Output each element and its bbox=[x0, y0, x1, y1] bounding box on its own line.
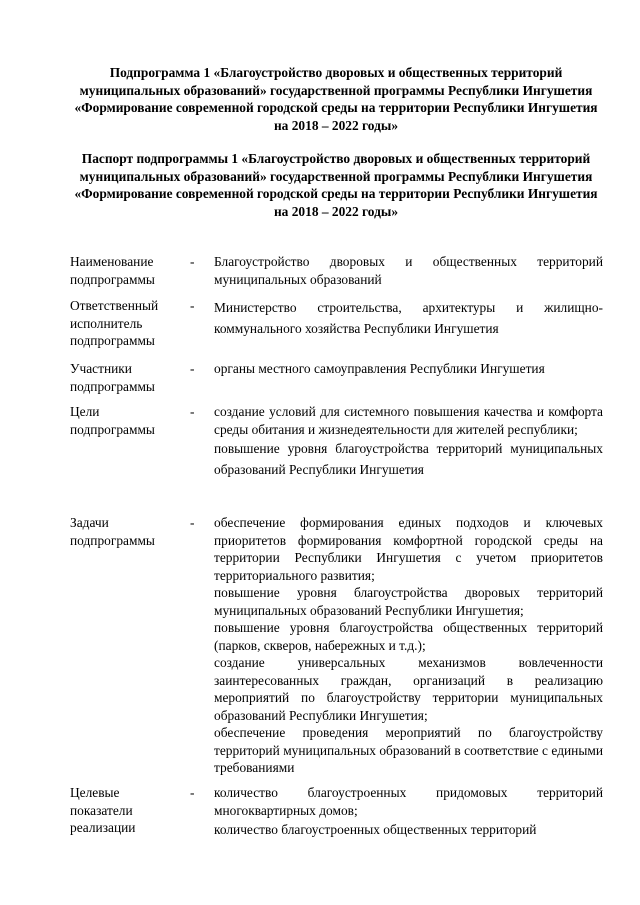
row-label: Задачи подпрограммы bbox=[70, 515, 155, 548]
row-label: Наименование подпрограммы bbox=[70, 254, 155, 287]
row-paragraph: повышение уровня благоустройства дворовых территорий муниципальных образований Республики Ингушетия; bbox=[214, 585, 603, 618]
row-paragraph: количество благоустроенных общественных территорий bbox=[214, 822, 537, 837]
row-label: Цели подпрограммы bbox=[70, 404, 155, 437]
row-paragraph: Благоустройство дворовых и общественных территорий муниципальных образований bbox=[214, 254, 603, 287]
row-paragraph: обеспечение проведения мероприятий по благоустройству территорий муниципальных образований в соответствие с едиными требованиями bbox=[214, 725, 603, 775]
row-content bbox=[214, 514, 603, 777]
row-paragraph: повышение уровня благоустройства общественных территорий (парков, скверов, набережных и т.д.); bbox=[214, 620, 603, 653]
row-paragraph: органы местного самоуправления Республики Ингушетия bbox=[214, 361, 545, 376]
row-dash: - bbox=[190, 361, 195, 376]
row-dash: - bbox=[190, 404, 195, 419]
row-dash: - bbox=[190, 515, 195, 530]
row-paragraph: Министерство строительства, архитектуры и жилищно-коммунального хозяйства Республики Ингушетия bbox=[214, 300, 603, 336]
row-content bbox=[214, 360, 603, 378]
row-paragraph: обеспечение формирования единых подходов и ключевых приоритетов формирования комфортной городской среды на территории Республики Ингушетия с учетом приоритетов территориального развития; bbox=[214, 515, 603, 583]
row-label: Участники подпрограммы bbox=[70, 361, 155, 394]
row-paragraph: создание универсальных механизмов вовлеченности заинтересованных граждан, организаций в реализацию мероприятий по благоустройству территории муниципальных образований Республики Ингушетия; bbox=[214, 655, 603, 723]
row-paragraph: повышение уровня благоустройства территорий муниципальных образований Республики Ингушетия bbox=[214, 441, 603, 477]
row-content bbox=[214, 253, 603, 288]
row-content bbox=[214, 784, 603, 840]
row-content bbox=[214, 297, 603, 339]
document-title: Подпрограмма 1 «Благоустройство дворовых и общественных территорий муниципальных образований» государственной программы Республики Ингушетия «Формирование современной городской среды на территории Республики Ингушетия на 2018 – 2022 годы» bbox=[74, 65, 598, 133]
row-dash: - bbox=[190, 298, 195, 313]
row-paragraph: создание условий для системного повышения качества и комфорта среды обитания и жизнедеятельности для жителей республики; bbox=[214, 404, 603, 437]
row-label: Ответственный исполнитель подпрограммы bbox=[70, 298, 159, 348]
row-label: Целевые показатели реализации bbox=[70, 785, 136, 835]
row-paragraph: количество благоустроенных придомовых территорий многоквартирных домов; bbox=[214, 785, 603, 818]
row-dash: - bbox=[190, 254, 195, 269]
passport-title: Паспорт подпрограммы 1 «Благоустройство дворовых и общественных территорий муниципальных образований» государственной программы Республики Ингушетия «Формирование современной городской среды на территории Республики Ингушетия на 2018 – 2022 годы» bbox=[74, 151, 598, 219]
row-dash: - bbox=[190, 785, 195, 800]
row-content bbox=[214, 403, 603, 480]
